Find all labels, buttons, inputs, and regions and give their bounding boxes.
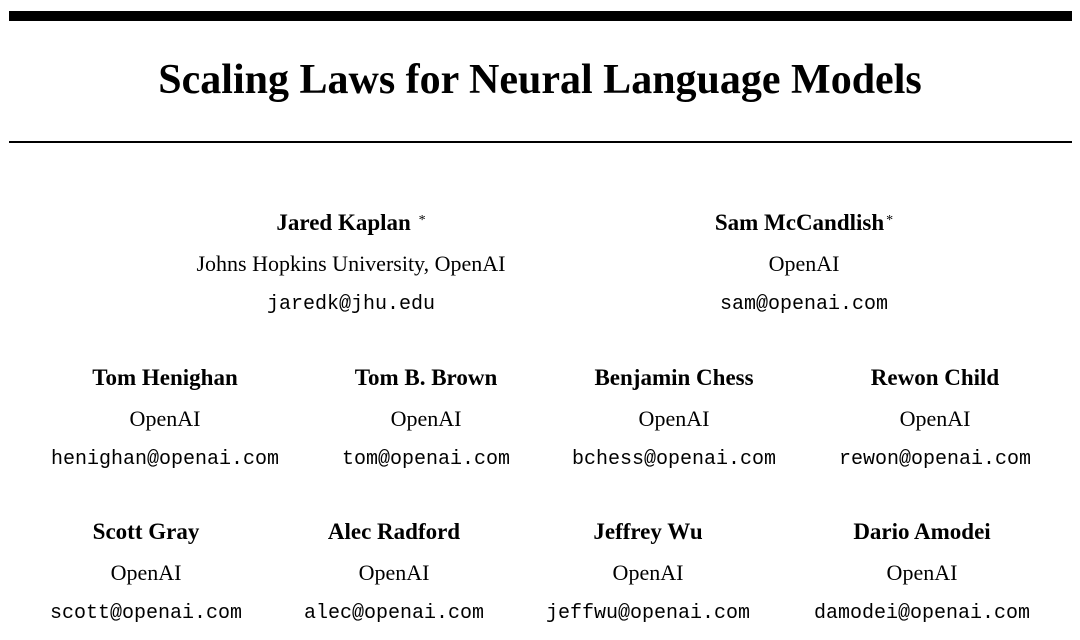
author-name: Sam McCandlish *	[714, 210, 894, 235]
author-affiliation: OpenAI	[129, 406, 201, 431]
title-bottom-rule	[9, 141, 1072, 143]
author-block	[546, 518, 750, 628]
author-affiliation: OpenAI	[638, 406, 710, 431]
author-email[interactable]: alec@openai.com	[303, 602, 485, 625]
author-block	[839, 364, 1031, 474]
author-affiliation: Johns Hopkins University, OpenAI	[196, 251, 506, 276]
author-block	[572, 364, 776, 474]
author-name: Jeffrey Wu	[593, 519, 703, 544]
author-name: Rewon Child	[870, 365, 1000, 390]
paper-title: Scaling Laws for Neural Language Models	[158, 57, 922, 103]
author-name: Jared Kaplan *	[276, 210, 426, 235]
author-affiliation: OpenAI	[612, 560, 684, 585]
author-email[interactable]: scott@openai.com	[49, 602, 243, 625]
author-name: Tom B. Brown	[354, 365, 498, 390]
author-affiliation: OpenAI	[886, 560, 958, 585]
author-name: Scott Gray	[92, 519, 200, 544]
author-email[interactable]: jeffwu@openai.com	[545, 602, 751, 625]
author-block	[304, 518, 484, 628]
author-block	[342, 364, 510, 474]
author-block	[197, 209, 506, 319]
author-affiliation: OpenAI	[358, 560, 430, 585]
author-affiliation: OpenAI	[768, 251, 840, 276]
author-name: Dario Amodei	[853, 519, 991, 544]
equal-contribution-mark: *	[886, 213, 894, 228]
author-email[interactable]: tom@openai.com	[341, 448, 511, 471]
author-block	[814, 518, 1030, 628]
author-name: Benjamin Chess	[594, 365, 754, 390]
author-block	[51, 364, 279, 474]
author-name: Alec Radford	[327, 519, 461, 544]
author-email[interactable]: rewon@openai.com	[838, 448, 1032, 471]
author-email[interactable]: damodei@openai.com	[813, 602, 1031, 625]
top-rule	[9, 11, 1072, 21]
author-email[interactable]: jaredk@jhu.edu	[266, 293, 436, 316]
author-block	[50, 518, 242, 628]
author-block	[715, 209, 893, 319]
author-email[interactable]: sam@openai.com	[719, 293, 889, 316]
author-affiliation: OpenAI	[899, 406, 971, 431]
author-email[interactable]: bchess@openai.com	[571, 448, 777, 471]
author-name: Tom Henighan	[92, 365, 238, 390]
author-affiliation: OpenAI	[390, 406, 462, 431]
equal-contribution-mark: *	[418, 213, 426, 228]
author-affiliation: OpenAI	[110, 560, 182, 585]
author-email[interactable]: henighan@openai.com	[50, 448, 280, 471]
